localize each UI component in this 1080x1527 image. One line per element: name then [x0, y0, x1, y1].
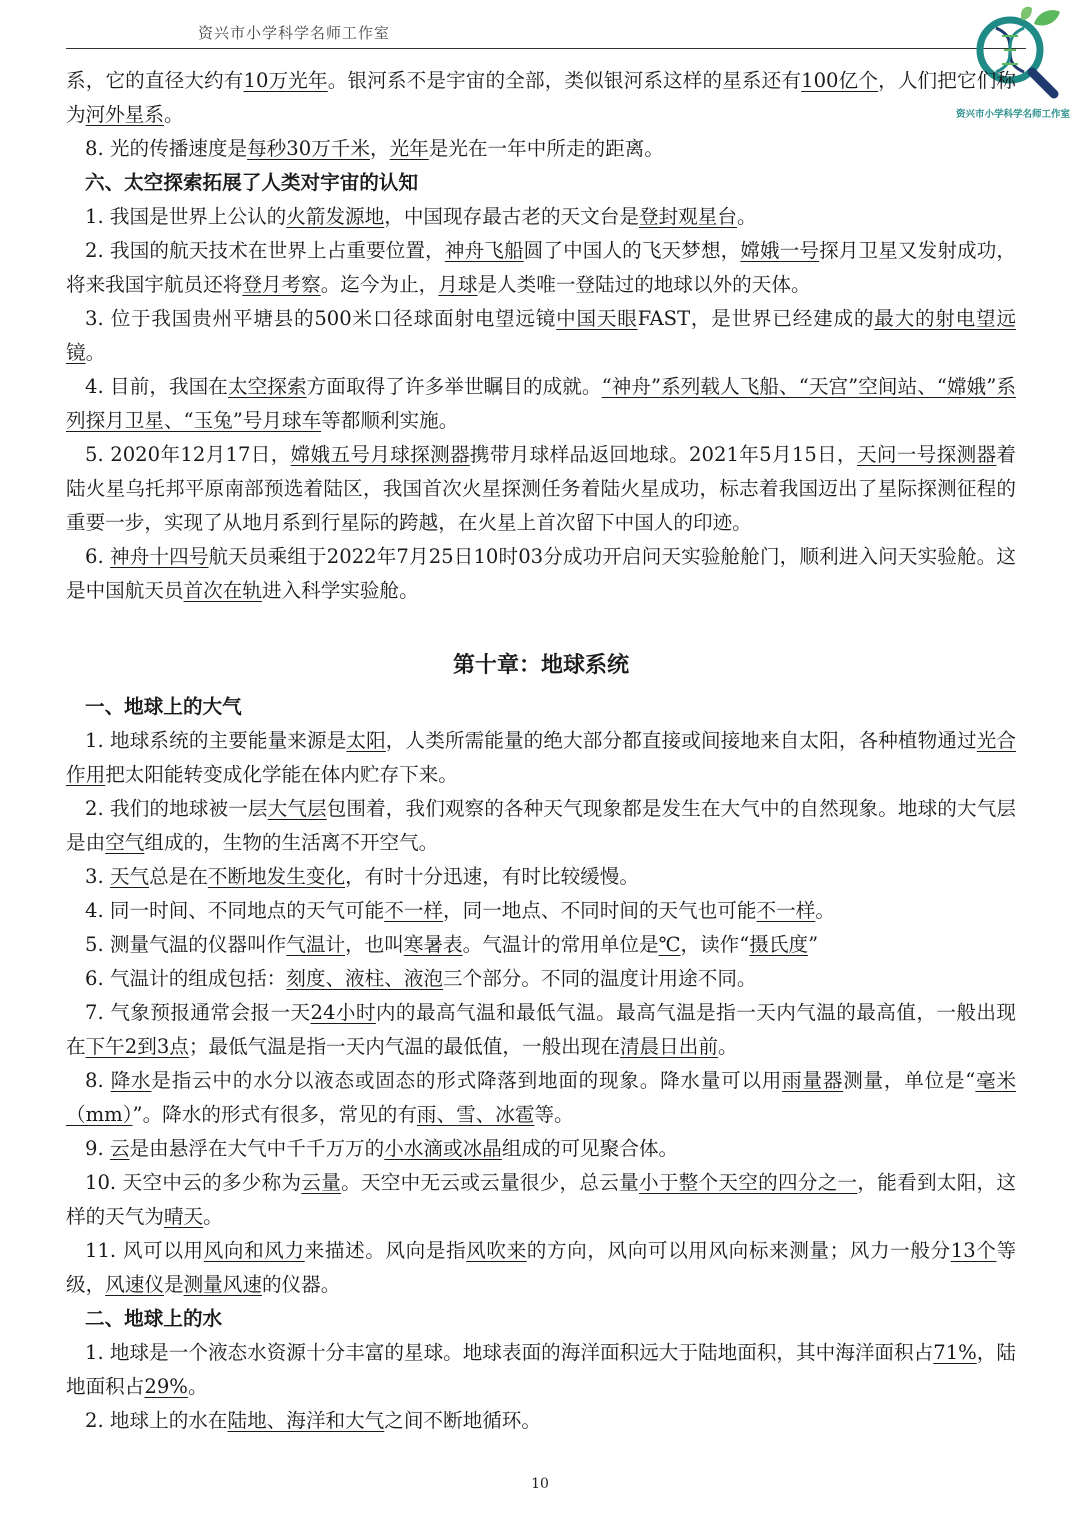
paragraph: 系，它的直径大约有10万光年。银河系不是宇宙的全部，类似银河系这样的星系还有100亿个，人们把它们称为河外星系。 [66, 69, 1017, 126]
paragraph: 2. 我国的航天技术在世界上占重要位置，神舟飞船圆了中国人的飞天梦想，嫦娥一号探月卫星又发射成功，将来我国宇航员还将登月考察。迄今为止，月球是人类唯一登陆过的地球以外的天体。 [66, 239, 1017, 296]
paragraph: 3. 位于我国贵州平塘县的500米口径球面射电望远镜中国天眼FAST，是世界已经建成的最大的射电望远镜。 [66, 307, 1016, 364]
paragraph: 6. 气温计的组成包括：刻度、液柱、液泡三个部分。不同的温度计用途不同。 [85, 967, 757, 990]
paragraph: 8. 光的传播速度是每秒30万千米，光年是光在一年中所走的距离。 [85, 137, 664, 160]
chapter-title: 第十章：地球系统 [452, 652, 629, 678]
section-heading: 一、地球上的大气 [85, 695, 242, 718]
page-content [66, 64, 1016, 1438]
paragraph: 8. 降水是指云中的水分以液态或固态的形式降落到地面的现象。降水量可以用雨量器测量，单位是“毫米（mm）”。降水的形式有很多，常见的有雨、雪、冰雹等。 [66, 1069, 1017, 1126]
page-header [66, 18, 1026, 49]
paragraph: 5. 2020年12月17日，嫦娥五号月球探测器携带月球样品返回地球。2021年5月15日，天问一号探测器着陆火星乌托邦平原南部预选着陆区，我国首次火星探测任务着陆火星成功，标志着我国迈出了星际探测征程的重要一步，实现了从地月系到行星际的跨越，在火星上首次留下中国人的印迹。 [66, 443, 1017, 534]
paragraph: 1. 地球系统的主要能量来源是太阳，人类所需能量的绝大部分都直接或间接地来自太阳，各种植物通过光合作用把太阳能转变成化学能在体内贮存下来。 [66, 729, 1017, 786]
logo-text: 资兴市小学科学名师工作室 [955, 109, 1070, 120]
page-number: 10 [531, 1476, 549, 1492]
paragraph: 4. 同一时间、不同地点的天气可能不一样，同一地点、不同时间的天气也可能不一样。 [85, 899, 835, 922]
paragraph: 6. 神舟十四号航天员乘组于2022年7月25日10时03分成功开启问天实验舱舱门，顺利进入问天实验舱。这是中国航天员首次在轨进入科学实验舱。 [66, 545, 1016, 602]
paragraph: 3. 天气总是在不断地发生变化，有时十分迅速，有时比较缓慢。 [85, 865, 639, 888]
paragraph: 10. 天空中云的多少称为云量。天空中无云或云量很少，总云量小于整个天空的四分之一，能看到太阳，这样的天气为晴天。 [66, 1171, 1017, 1228]
paragraph: 1. 我国是世界上公认的火箭发源地，中国现存最古老的天文台是登封观星台。 [85, 205, 757, 228]
section-heading: 二、地球上的水 [85, 1307, 223, 1330]
paragraph: 11. 风可以用风向和风力来描述。风向是指风吹来的方向，风向可以用风向标来测量；风力一般分13个等级，风速仪是测量风速的仪器。 [66, 1239, 1017, 1296]
section-heading: 六、太空探索拓展了人类对宇宙的认知 [85, 171, 419, 194]
header-title: 资兴市小学科学名师工作室 [198, 24, 391, 42]
paragraph: 2. 我们的地球被一层大气层包围着，我们观察的各种天气现象都是发生在大气中的自然现象。地球的大气层是由空气组成的，生物的生活离不开空气。 [66, 797, 1016, 854]
paragraph: 9. 云是由悬浮在大气中千千万万的小水滴或冰晶组成的可见聚合体。 [85, 1137, 679, 1160]
paragraph: 1. 地球是一个液态水资源十分丰富的星球。地球表面的海洋面积远大于陆地面积，其中海洋面积占71%，陆地面积占29%。 [66, 1341, 1017, 1398]
paragraph: 2. 地球上的水在陆地、海洋和大气之间不断地循环。 [85, 1409, 541, 1432]
paragraph: 7. 气象预报通常会报一天24小时内的最高气温和最低气温。最高气温是指一天内气温的最高值，一般出现在下午2到3点；最低气温是指一天内气温的最低值，一般出现在清晨日出前。 [66, 1001, 1016, 1058]
paragraph: 4. 目前，我国在太空探索方面取得了许多举世瞩目的成就。“神舟”系列载人飞船、“天宫”空间站、“嫦娥”系列探月卫星、“玉兔”号月球车等都顺利实施。 [66, 375, 1017, 432]
paragraph: 5. 测量气温的仪器叫作气温计，也叫寒暑表。气温计的常用单位是℃，读作“摄氏度” [85, 933, 819, 956]
